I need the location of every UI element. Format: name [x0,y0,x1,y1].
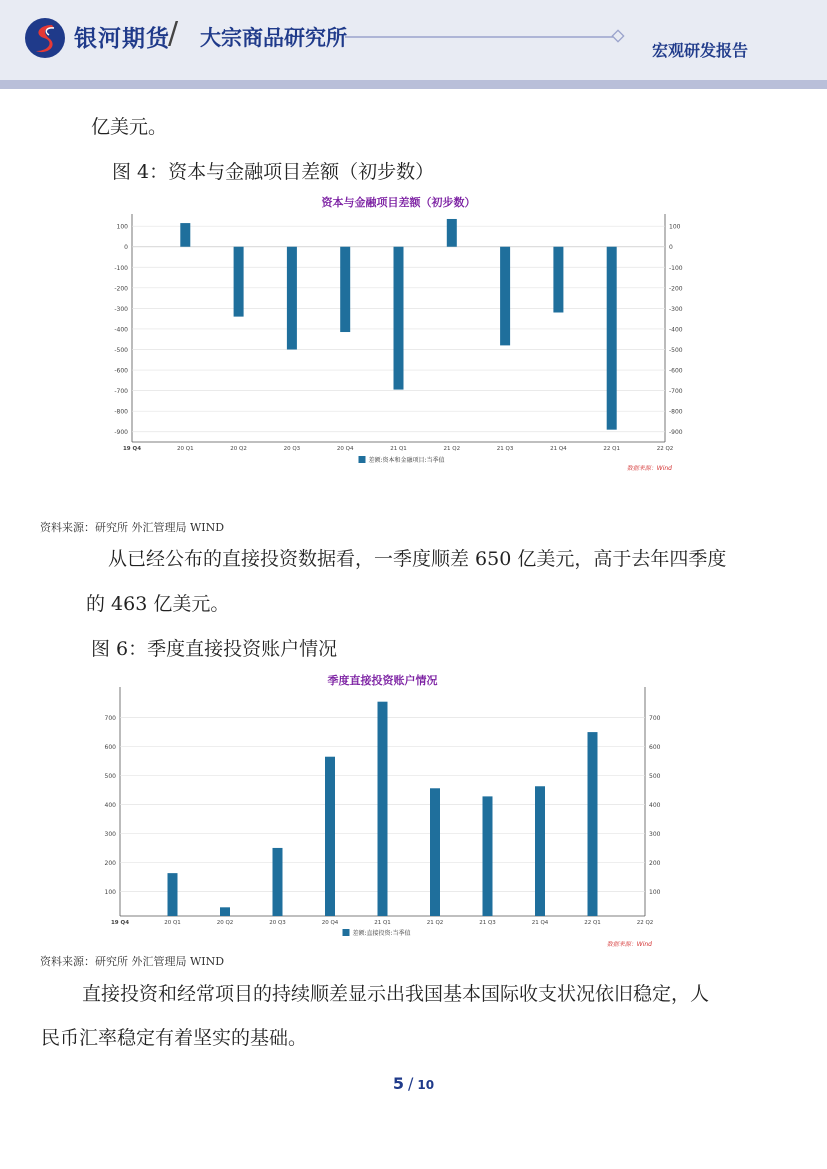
x-tick-label: 22 Q2 [636,920,654,926]
x-tick-label: 20 Q2 [230,446,247,452]
paragraph-line: 直接投资和经常项目的持续顺差显示出我国基本国际收支状况依旧稳定，人 [82,983,710,1005]
chart-title: 资本与金融项目差额（初步数） [321,196,476,209]
y-tick-label-right: -100 [669,264,683,272]
y-tick-label: -200 [114,285,128,293]
x-tick-label: 21 Q4 [531,920,549,926]
x-tick-label: 20 Q4 [321,920,339,926]
x-tick-label: 19 Q4 [110,920,130,926]
x-tick-label: 21 Q1 [374,920,391,926]
chart-capital-financial-svg [100,190,683,480]
page-header [0,0,827,80]
header-decorative-line [345,30,630,44]
y-tick-label: 300 [104,830,116,838]
y-tick-label-right: 500 [649,773,661,781]
y-tick-label: 200 [104,859,116,867]
galaxy-logo-icon [24,17,66,59]
x-tick-label: 20 Q4 [336,446,354,452]
paragraph-line: 的 463 亿美元。 [86,593,230,615]
x-tick-label: 22 Q1 [584,920,601,926]
y-tick-label: 100 [104,888,116,896]
y-tick-label-right: 600 [649,744,661,752]
y-tick-label: -500 [114,347,128,354]
paragraph-line: 从已经公布的直接投资数据看，一季度顺差 650 亿美元，高于去年四季度 [108,548,727,570]
page-total: 10 [417,1078,435,1092]
bar [588,732,598,916]
bar [220,907,230,916]
bar [500,247,510,346]
y-tick-label-right: 0 [669,244,673,252]
report-type-label: 宏观研发报告 [652,41,749,60]
x-tick-label: 21 Q2 [443,446,461,452]
bar [168,873,178,916]
y-tick-label: -700 [114,388,128,396]
paragraph-line: 亿美元。 [91,116,168,138]
y-tick-label: -100 [114,264,128,272]
y-tick-label-right: 100 [649,888,661,896]
x-tick-label: 21 Q1 [390,446,407,452]
bar [325,757,335,916]
y-tick-label-right: -800 [669,408,683,416]
chart-title: 季度直接投资账户情况 [327,674,438,687]
figure6-title: 图 6：季度直接投资账户情况 [91,638,338,660]
x-tick-label: 19 Q4 [122,446,142,452]
x-tick-label: 20 Q2 [216,920,234,926]
bar [340,247,350,332]
page-footer [0,1074,827,1093]
y-tick-label-right: 700 [649,715,661,723]
y-tick-label-right: 400 [649,802,661,809]
y-tick-label: -900 [114,429,128,437]
chart-direct-investment [90,668,670,952]
y-tick-label: 500 [104,773,116,781]
bar [430,788,440,916]
y-tick-label: 400 [104,802,116,809]
bar [535,786,545,916]
x-tick-label: 20 Q1 [164,920,181,926]
bar [483,796,493,916]
y-tick-label-right: -400 [669,326,683,334]
x-tick-label: 21 Q3 [496,446,514,452]
bar [553,247,563,313]
paragraph-line: 民币汇率稳定有着坚实的基础。 [41,1027,308,1049]
bar [447,219,457,247]
x-tick-label: 20 Q3 [283,446,301,452]
bar [180,223,190,247]
y-tick-label: 100 [116,223,128,231]
page-separator: / [408,1074,414,1093]
y-tick-label-right: 100 [669,223,681,231]
figure4-source: 资料来源：研究所 外汇管理局 WIND [40,521,225,534]
bar [273,848,283,916]
company-name: 银河期货 [74,26,170,52]
y-tick-label: -600 [114,367,128,375]
x-tick-label: 21 Q4 [550,446,567,452]
chart-capital-financial-account [100,190,683,480]
y-tick-label: -300 [114,305,128,313]
y-tick-label-right: 200 [649,859,661,867]
x-tick-label: 22 Q1 [603,446,620,452]
bar [394,247,404,390]
y-tick-label-right: -200 [669,285,683,293]
x-tick-label: 21 Q3 [479,920,496,926]
chart-direct-investment-svg [90,668,670,952]
y-tick-label: 0 [124,244,128,252]
y-tick-label-right: -900 [669,429,683,437]
header-stripe [0,80,827,89]
y-tick-label: 700 [104,715,116,723]
y-tick-label: -400 [114,326,128,334]
y-tick-label: 600 [104,744,116,752]
bar [287,247,297,350]
x-tick-label: 20 Q3 [269,920,286,926]
y-tick-label: -800 [114,408,128,416]
legend-label: 差额:直接投资:当季值 [352,930,411,937]
legend-swatch [343,929,350,936]
x-tick-label: 22 Q2 [656,446,674,452]
figure4-title: 图 4：资本与金融项目差额（初步数） [112,161,435,183]
institute-name: 大宗商品研究所 [200,26,347,50]
y-tick-label-right: 300 [649,830,661,838]
y-tick-label-right: -300 [669,305,683,313]
chart-source-note: 数据来源：Wind [606,941,652,948]
bar [607,247,617,430]
y-tick-label-right: -500 [669,347,683,354]
legend-label: 差额:资本和金融项目:当季值 [368,457,445,464]
chart-source-note: 数据来源：Wind [626,465,672,472]
page-number: 5 [392,1074,405,1093]
figure6-source: 资料来源：研究所 外汇管理局 WIND [40,955,225,968]
y-tick-label-right: -700 [669,388,683,396]
legend-swatch [359,456,366,463]
header-divider-slash: / [168,16,179,51]
bar [234,247,244,317]
x-tick-label: 21 Q2 [426,920,444,926]
x-tick-label: 20 Q1 [177,446,194,452]
y-tick-label-right: -600 [669,367,683,375]
bar [378,702,388,916]
